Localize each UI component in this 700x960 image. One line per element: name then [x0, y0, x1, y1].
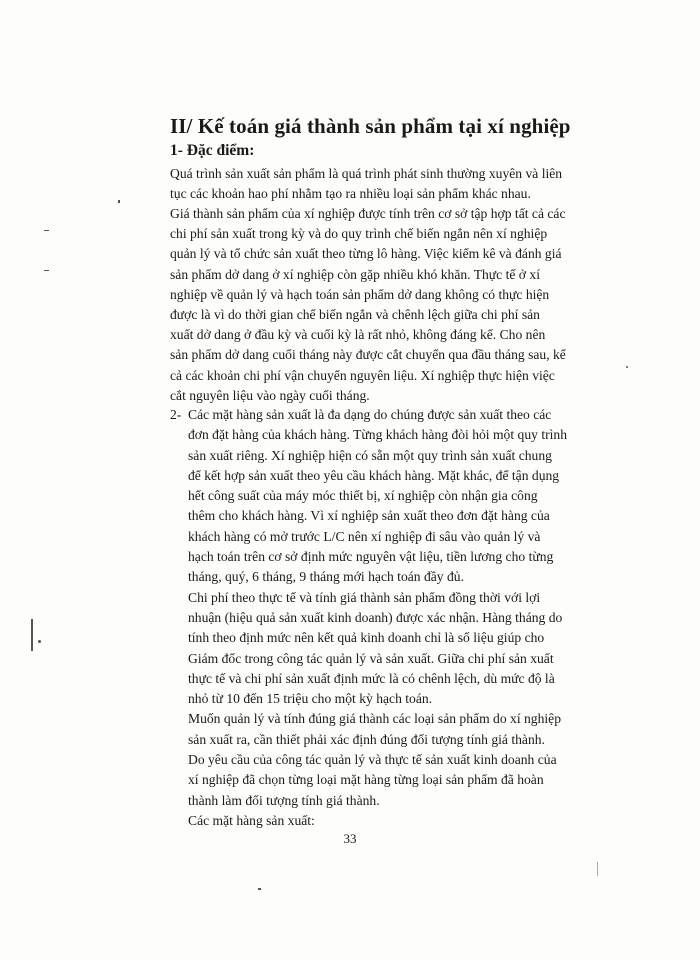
numbered-item-2: [170, 405, 630, 831]
scan-dash: [44, 270, 49, 271]
item-line: tháng, quý, 6 tháng, 9 tháng mới hạch toán đầy đủ.: [188, 569, 464, 585]
item-line: hạch toán trên cơ sở định mức nguyên vật liệu, tiền lương cho từng: [188, 549, 554, 565]
paragraph-2: [170, 204, 616, 406]
paragraph-line: cả các khoản chi phí vận chuyển nguyên liệu. Xí nghiệp thực hiện việc: [170, 367, 555, 383]
item-line: hết công suất của máy móc thiết bị, xí nghiệp còn nhận gia công: [188, 488, 538, 504]
scan-dot: [118, 200, 120, 203]
paragraph-line: tục các khoản hao phí nhằm tạo ra nhiều loại sản phẩm khác nhau.: [170, 186, 531, 202]
item-body: [188, 405, 630, 831]
paragraph-line: sản phẩm dở dang ở xí nghiệp còn gặp nhiều khó khăn. Thực tế ở xí: [170, 266, 540, 282]
paragraph-line: Giá thành sản phẩm của xí nghiệp được tính trên cơ sở tập hợp tất cả các: [170, 206, 566, 221]
subsection-heading: 1- Đặc điểm:: [170, 142, 255, 159]
item-line: đơn đặt hàng của khách hàng. Từng khách hàng đòi hỏi một quy trình: [188, 427, 567, 443]
paragraph-1: [170, 164, 616, 204]
item-line: Muốn quản lý và tính đúng giá thành các loại sản phẩm do xí nghiệp: [188, 711, 561, 727]
item-line: Chi phí theo thực tế và tính giá thành sản phẩm đồng thời với lợi: [188, 589, 541, 605]
item-line: Các mặt hàng sản xuất:: [188, 812, 315, 828]
scan-dot: [626, 366, 628, 368]
item-line: xí nghiệp đã chọn từng loại mặt hàng từng loại sản phẩm đã hoàn: [188, 772, 544, 788]
item-number: 2-: [170, 407, 182, 422]
scan-mark: [31, 619, 33, 651]
paragraph-line: cắt nguyên liệu vào ngày cuối tháng.: [170, 387, 370, 403]
scan-dot: [258, 888, 261, 890]
paragraph-line: xuất dở dang ở đầu kỳ và cuối kỳ là rất nhỏ, không đáng kể. Cho nên: [170, 327, 546, 343]
item-line: thêm cho khách hàng. Vì xí nghiệp sản xuất theo đơn đặt hàng của: [188, 508, 550, 524]
scan-dot: [38, 640, 41, 643]
page-number: 33: [343, 831, 357, 846]
item-line: tính theo định mức nên kết quả kinh doanh chỉ là số liệu giúp cho: [188, 630, 545, 646]
item-line: sản xuất ra, cần thiết phải xác định đúng đối tượng tính giá thành.: [188, 731, 545, 747]
paragraph-line: sản phẩm dở dang cuối tháng này được cắt chuyển qua đầu tháng sau, kể: [170, 347, 566, 363]
item-line: để kết hợp sản xuất theo yêu cầu khách hàng. Mặt khác, để tận dụng: [188, 467, 560, 483]
item-line: sản xuất riêng. Xí nghiệp hiện có sẵn một quy trình sản xuất chung: [188, 447, 552, 463]
paragraph-line: được là vì do thời gian chế biến ngắn và chênh lệch giữa chi phí sản: [170, 307, 540, 323]
paragraph-line: chi phí sản xuất trong kỳ và do quy trình chế biến ngắn nên xí nghiệp: [170, 226, 548, 242]
item-line: Các mặt hàng sản xuất là đa dạng do chúng được sản xuất theo các: [188, 407, 552, 422]
item-line: thực tế và chi phí sản xuất định mức là có chênh lệch, dù mức độ là: [188, 670, 555, 686]
item-line: khách hàng có mở trước L/C nên xí nghiệp đi sâu vào quản lý và: [188, 528, 541, 544]
item-line: Giám đốc trong công tác quản lý và sản xuất. Giữa chi phí sản xuất: [188, 650, 554, 666]
section-heading: II/ Kế toán giá thành sản phẩm tại xí nghiệp: [170, 114, 571, 138]
paragraph-line: Quá trình sản xuất sản phẩm là quá trình phát sinh thường xuyên và liên: [170, 166, 563, 181]
item-line: nhỏ từ 10 đến 15 triệu cho một kỳ hạch toán.: [188, 691, 433, 707]
scan-dash: [44, 230, 49, 231]
item-line: Do yêu cầu của công tác quản lý và thực tế sản xuất kinh doanh của: [188, 752, 557, 768]
paragraph-line: nghiệp về quản lý và hạch toán sản phẩm dở dang không có thực hiện: [170, 286, 550, 302]
paragraph-line: quản lý và tổ chức sản xuất theo từng lô hàng. Việc kiểm kê và đánh giá: [170, 246, 562, 262]
item-line: nhuận (hiệu quả sản xuất kinh doanh) được xác nhận. Hàng tháng do: [188, 609, 563, 625]
item-line: thành làm đối tượng tính giá thành.: [188, 792, 380, 808]
scan-mark: [597, 862, 598, 876]
